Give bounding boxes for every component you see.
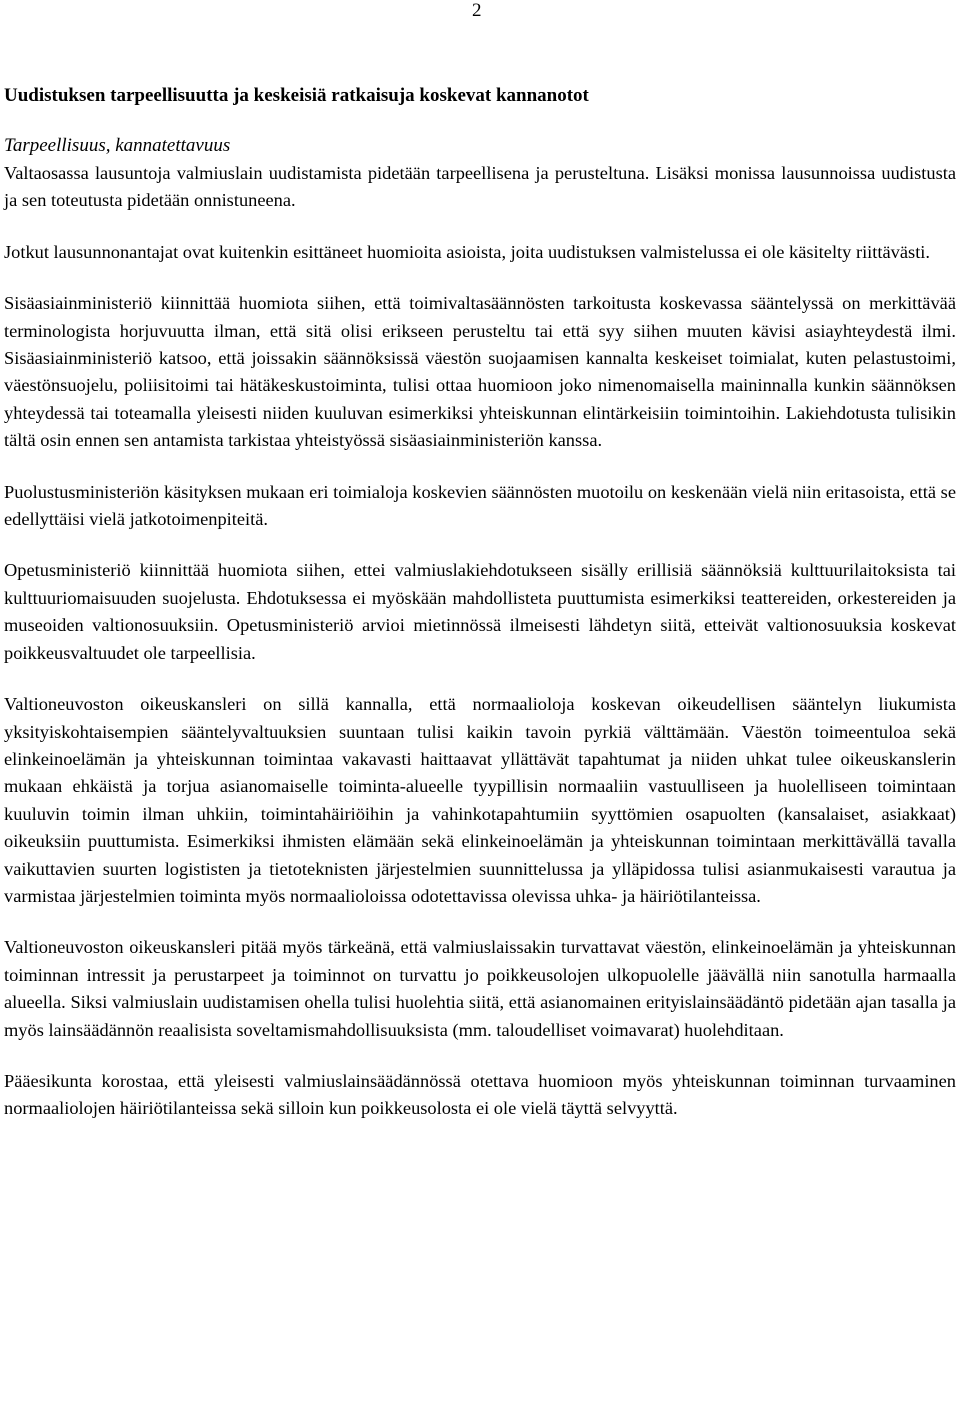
paragraph: Puolustusministeriön käsityksen mukaan eri toimialoja koskevien säännösten muotoilu on keskenään vielä niin eritasoista, että se edellyttäisi vielä jatkotoimenpiteitä. [4,481,956,530]
document-body [4,82,956,1147]
paragraph: Valtioneuvoston oikeuskansleri pitää myös tärkeänä, että valmiuslaissakin turvattavat väestön, elinkeinoelämän ja yhteiskunnan toiminnan intressit ja perustarpeet ja toiminnot on turvattu jo poikkeusolojen ulkopuolelle jäävällä niin sanotulla harmaalla alueella. Siksi valmiuslain uudistamisen ohella tulisi huolehtia siitä, että asianomainen erityislainsäädäntö pidetään ajan tasalla ja myös lainsäädännön reaalisista soveltamismahdollisuuksista (mm. taloudelliset voimavarat) huolehditaan. [4,937,956,1040]
paragraph: Valtioneuvoston oikeuskansleri on sillä kannalla, että normaalioloja koskevan oikeudellisen sääntelyn liukumista yksityiskohtaisempien sääntelyvaltuuksien suuntaan tulisi kaikin tavoin pyrkiä välttämään. Väestön toimeentuloa sekä elinkeinoelämän ja yhteiskunnan toimintaa vakavasti haittaavat yllättävät tapahtumat ja niiden uhkat tulee oikeuskanslerin mukaan ehkäistä ja torjua asianomaiselle toiminta-alueelle tyypillisin normaaliin vastuulliseen ja huolelliseen toimintaan kuuluvin toimin ilman uhkiin, toimintahäiriöihin ja vahinkotapahtumiin syyttömien osapuolten (kansalaiset, asiakkaat) oikeuksiin puuttumista. Esimerkiksi ihmisten elämään sekä elinkeinoelämän ja yhteiskunnan toimintaan merkittävällä tavalla vaikuttavien suurten logististen ja tietoteknisten järjestelmien suunnittelussa ja ylläpidossa tulisi asianmukaisesti varautua ja varmistaa järjestelmien toiminta myös normaalioloissa odotettavissa olevissa uhka- ja häiriötilanteissa. [4,694,956,906]
subheading: Tarpeellisuus, kannatettavuus [4,135,231,156]
paragraph: Pääesikunta korostaa, että yleisesti valmiuslainsäädännössä otettava huomioon myös yhteiskunnan toiminnan turvaaminen normaaliolojen häiriötilanteissa sekä silloin kun poikkeusolosta ei ole vielä täyttä selvyyttä. [4,1070,956,1119]
paragraph: Valtaosassa lausuntoja valmiuslain uudistamista pidetään tarpeellisena ja perusteltuna. Lisäksi monissa lausunnoissa uudistusta ja sen toteutusta pidetään onnistuneena. [4,163,956,211]
page-number: 2 [472,0,482,21]
paragraph: Jotkut lausunnonantajat ovat kuitenkin esittäneet huomioita asioista, joita uudistuksen valmistelussa ei ole käsitelty riittävästi. [4,241,931,262]
paragraph: Sisäasiainministeriö kiinnittää huomiota siihen, että toimivaltasäännösten tarkoitusta koskevassa sääntelyssä on merkittävää terminologista horjuvuutta ilman, että sitä olisi erikseen perusteltu tai että syy siihen muuten kävisi asiayhteydestä ilmi. Sisäasiainministeriö katsoo, että joissakin säännöksissä väestön suojaamisen kannalta keskeiset toimialat, kuten pelastustoimi, väestönsuojelu, poliisitoimi tai hätäkeskustoiminta, tulisi ottaa huomioon joko nimenomaisella maininnalla kunkin säännöksen yhteydessä tai toteamalla yleisesti niiden kuuluvan esimerkiksi yhteiskunnan elintärkeisiin toimintoihin. Lakiehdotusta tulisikin tältä osin ennen sen antamista tarkistaa yhteistyössä sisäasiainministeriön kanssa. [4,293,956,451]
section-heading: Uudistuksen tarpeellisuutta ja keskeisiä ratkaisuja koskevat kannanotot [4,85,589,106]
paragraph: Opetusministeriö kiinnittää huomiota siihen, ettei valmiuslakiehdotukseen sisälly erillisiä säännöksiä kulttuurilaitoksista tai kulttuuriomaisuuden suojelusta. Ehdotuksessa ei myöskään mahdollisteta puuttumista esimerkiksi teattereiden, orkestereiden ja museoiden valtionosuuksiin. Opetusministeriö arvioi mietinnössä ilmeisesti lähdetyn siitä, etteivät valtionosuuksia koskevat poikkeusvaltuudet ole tarpeellisia. [4,560,956,663]
